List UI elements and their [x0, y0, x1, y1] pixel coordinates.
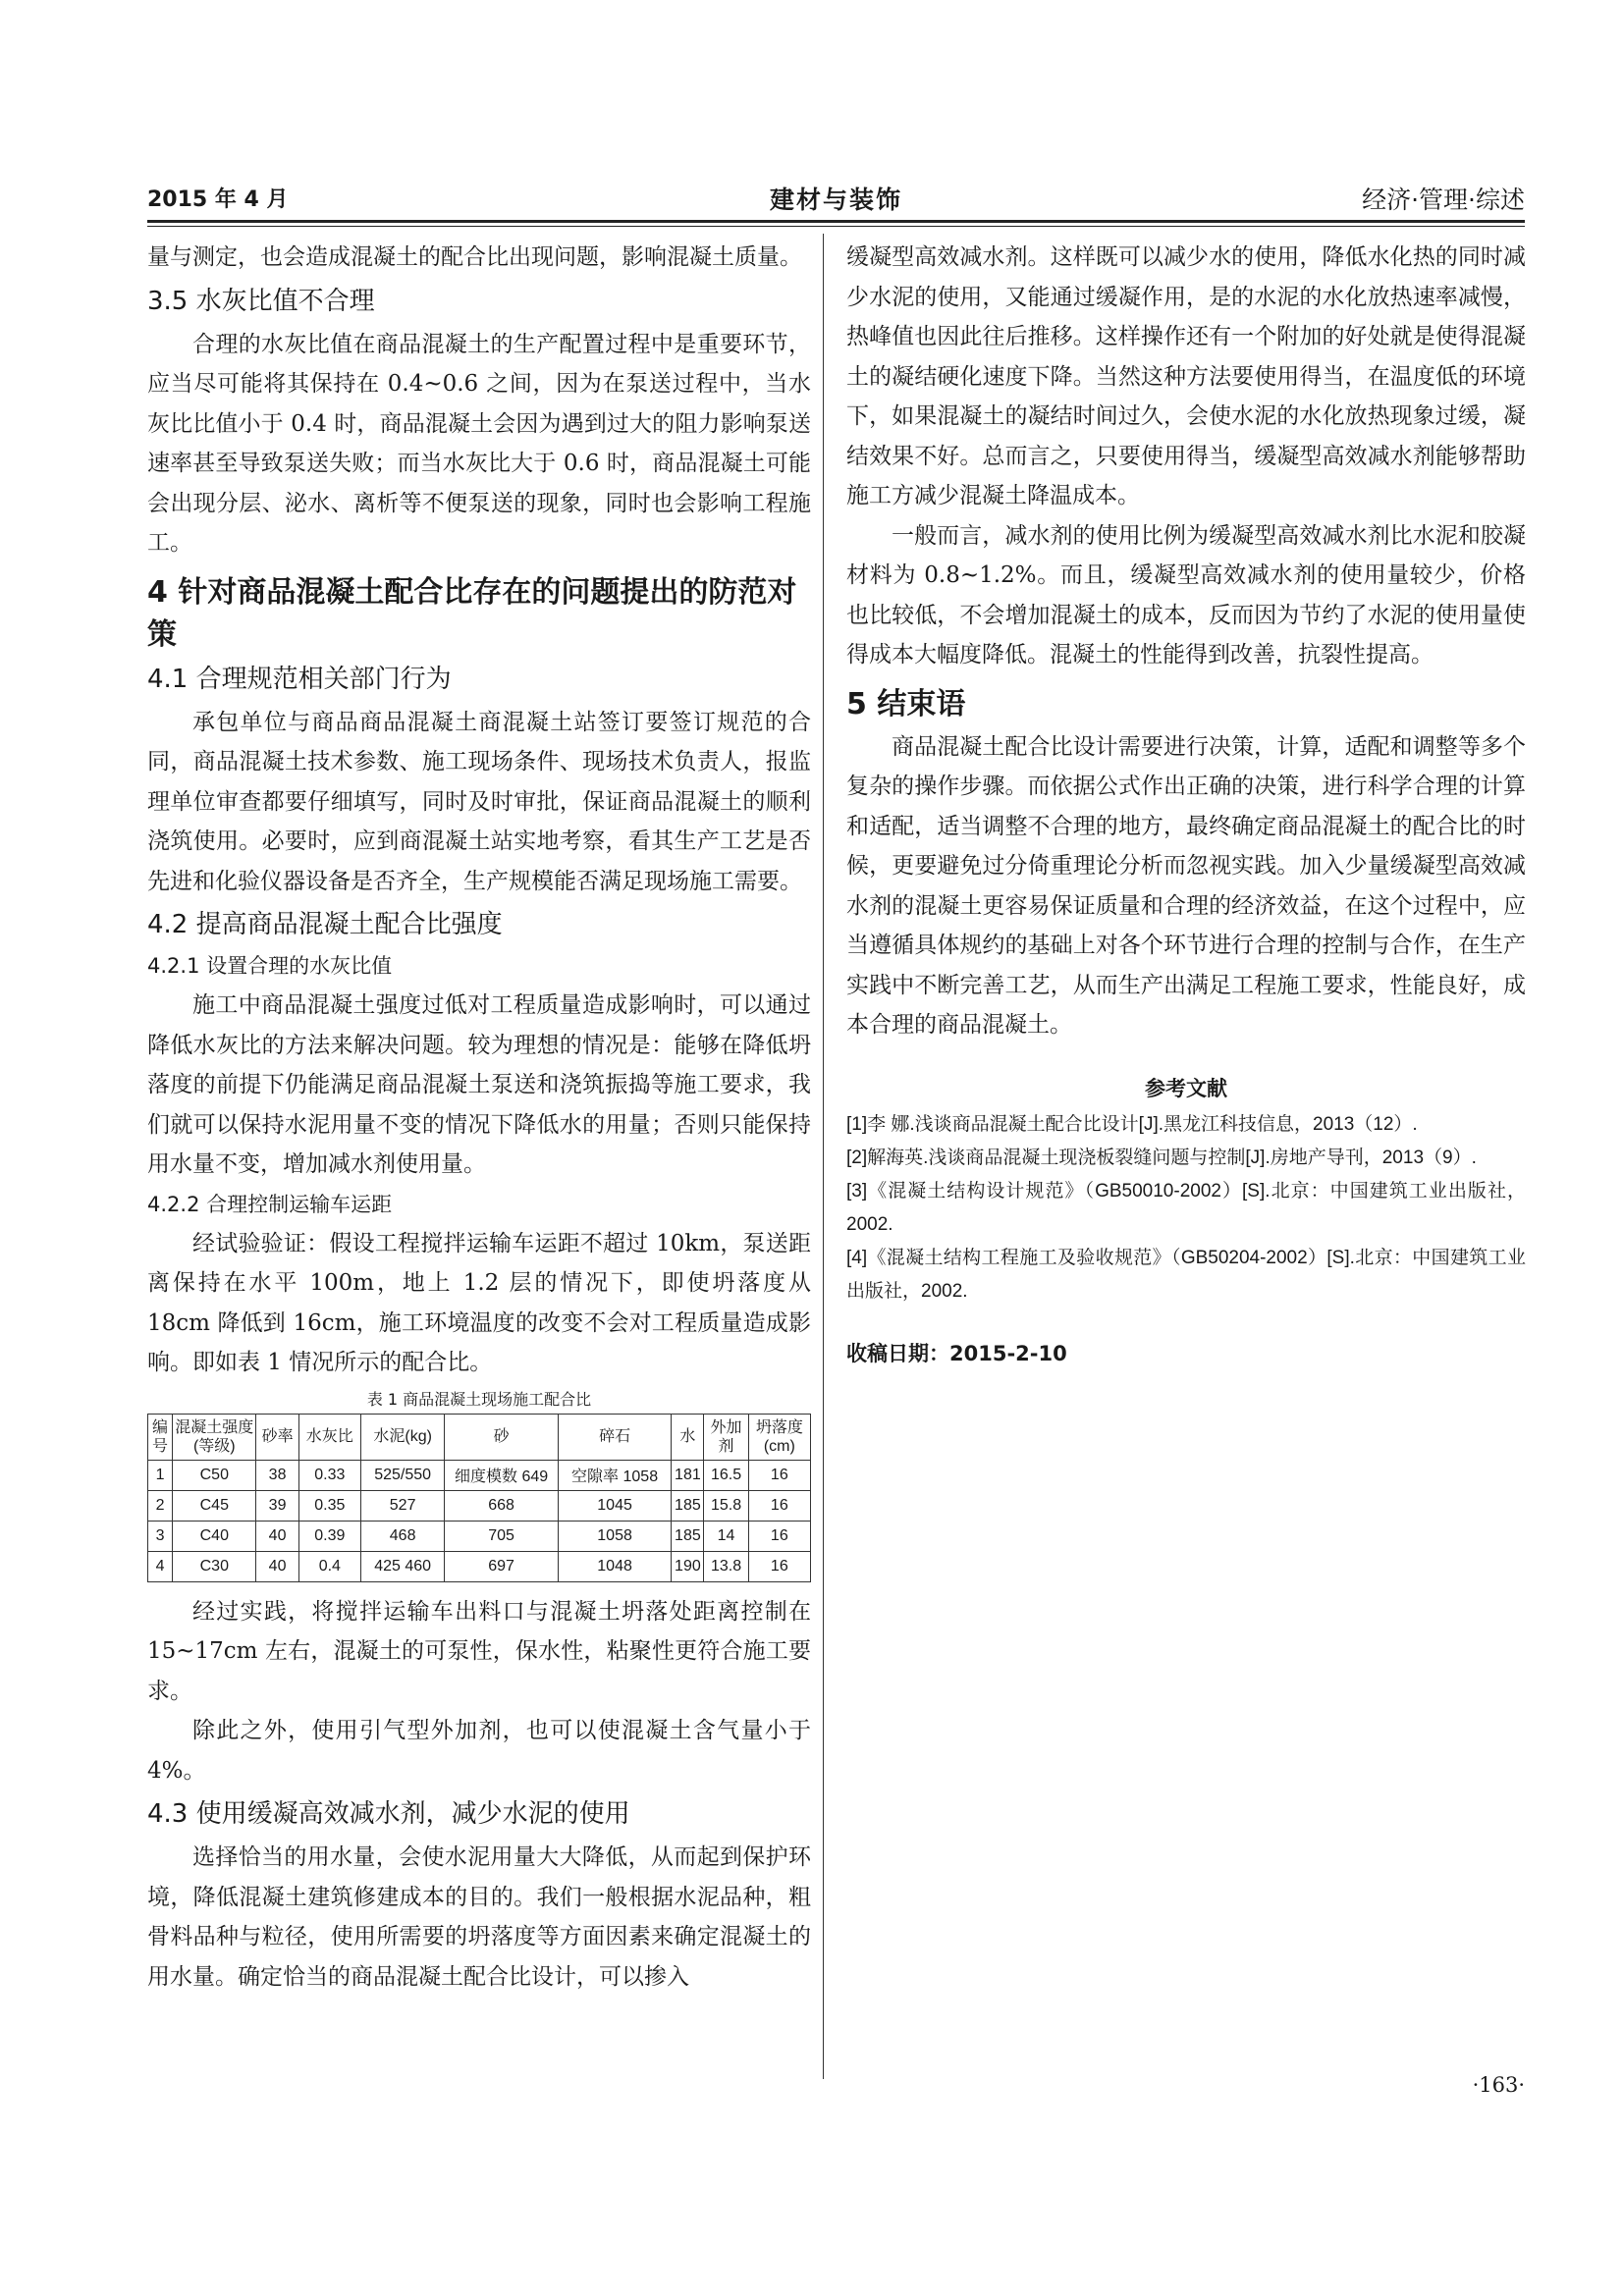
table-cell: 1058 [558, 1521, 672, 1551]
table-cell: 0.4 [298, 1551, 360, 1581]
table-cell: 16.5 [704, 1460, 748, 1490]
table-cell: 4 [148, 1551, 173, 1581]
table-cell: 1048 [558, 1551, 672, 1581]
th-no: 编号 [148, 1414, 173, 1460]
table-cell: 3 [148, 1521, 173, 1551]
table-cell: C45 [173, 1490, 256, 1521]
journal-title: 建材与装饰 [769, 186, 902, 214]
table-cell: 14 [704, 1521, 748, 1551]
table-cell: 0.39 [298, 1521, 360, 1551]
heading-5: 5 结束语 [846, 686, 966, 721]
paragraph-after-table-2: 除此之外，使用引气型外加剂，也可以使混凝土含气量小于 4%。 [147, 1718, 811, 1784]
reference-item: [4]《混凝土结构工程施工及验收规范》（GB50204-2002）[S].北京：中国建筑工业出版社，2002. [846, 1247, 1526, 1302]
paragraph-after-table-1: 经过实践，将搅拌运输车出料口与混凝土坍落处距离控制在 15~17cm 左右，混凝土的可泵性，保水性，粘聚性更符合施工要求。 [147, 1598, 811, 1704]
th-sand-ratio: 砂率 [256, 1414, 298, 1460]
table-cell: 185 [672, 1490, 704, 1521]
header-rule-thick [147, 220, 1525, 223]
table-header-row [148, 1414, 811, 1460]
table-cell: 38 [256, 1460, 298, 1490]
table-cell: 0.35 [298, 1490, 360, 1521]
mix-ratio-table [147, 1414, 811, 1582]
reference-item: [1]李 娜.浅谈商品混凝土配合比设计[J].黑龙江科技信息，2013（12）. [846, 1113, 1418, 1135]
table-cell: 13.8 [704, 1551, 748, 1581]
header-date: 2015 年 4 月 [147, 187, 289, 212]
table-cell: 15.8 [704, 1490, 748, 1521]
heading-4: 4 针对商品混凝土配合比存在的问题提出的防范对策 [147, 574, 797, 652]
column-divider [823, 234, 824, 2079]
table-caption: 表 1 商品混凝土现场施工配合比 [366, 1389, 592, 1409]
table-cell: 705 [445, 1521, 559, 1551]
heading-4-1: 4.1 合理规范相关部门行为 [147, 664, 452, 694]
table-cell: 525/550 [360, 1460, 444, 1490]
table-cell: 39 [256, 1490, 298, 1521]
table-cell: 527 [360, 1490, 444, 1521]
right-column [846, 238, 1526, 1367]
table-cell: 16 [748, 1551, 810, 1581]
paragraph-4-2-2: 经试验验证：假设工程搅拌运输车运距不超过 10km，泵送距离保持在水平 100m，地上 1.2 层的情况下，即使坍落度从 18cm 降低到 16cm，施工环境温度的改变不会对工程质量造成影响。即如表 1 情况所示的配合比。 [147, 1230, 811, 1375]
table-cell: 2 [148, 1490, 173, 1521]
table-cell: 16 [748, 1460, 810, 1490]
table-cell: C40 [173, 1521, 256, 1551]
th-sand: 砂 [445, 1414, 559, 1460]
table-cell: C50 [173, 1460, 256, 1490]
table-cell: 40 [256, 1521, 298, 1551]
th-cement: 水泥(kg) [360, 1414, 444, 1460]
table-cell: 185 [672, 1521, 704, 1551]
paragraph-continued-right: 缓凝型高效减水剂。这样既可以减少水的使用，降低水化热的同时减少水泥的使用，又能通过缓凝作用，是的水泥的水化放热速率减慢，热峰值也因此往后推移。这样操作还有一个附加的好处就是使得混凝土的凝结硬化速度下降。当然这种方法要使用得当，在温度低的环境下，如果混凝土的凝结时间过久，会使水泥的水化放热现象过缓，凝结效果不好。总而言之，只要使用得当，缓凝型高效减水剂能够帮助施工方减少混凝土降温成本。 [846, 244, 1526, 508]
paragraph-4-2-1: 施工中商品混凝土强度过低对工程质量造成影响时，可以通过降低水灰比的方法来解决问题。较为理想的情况是：能够在降低坍落度的前提下仍能满足商品混凝土泵送和浇筑振捣等施工要求，我们就可以保持水泥用量不变的情况下降低水的用量；否则只能保持用水量不变，增加减水剂使用量。 [147, 992, 811, 1177]
heading-4-2: 4.2 提高商品混凝土配合比强度 [147, 910, 503, 939]
th-admixture: 外加剂 [704, 1414, 748, 1460]
paragraph-3-5: 合理的水灰比值在商品混凝土的生产配置过程中是重要环节，应当尽可能将其保持在 0.4~0.6 之间，因为在泵送过程中，当水灰比比值小于 0.4 时，商品混凝土会因为遇到过大的阻力影响泵送速率甚至导致泵送失败；而当水灰比大于 0.6 时，商品混凝土可能会出现分层、泌水、离析等不便泵送的现象，同时也会影响工程施工。 [147, 331, 811, 556]
heading-3-5: 3.5 水灰比值不合理 [147, 286, 375, 316]
th-slump: 坍落度(cm) [748, 1414, 810, 1460]
table-cell: 468 [360, 1521, 444, 1551]
page-number: ·163· [1472, 2073, 1525, 2097]
heading-4-2-2: 4.2.2 合理控制运输车运距 [147, 1192, 393, 1216]
table-cell: 190 [672, 1551, 704, 1581]
table-row [148, 1521, 811, 1551]
table-cell: 细度模数 649 [445, 1460, 559, 1490]
paragraph-4-1: 承包单位与商品商品混凝土商混凝土站签订要签订规范的合同，商品混凝土技术参数、施工现场条件、现场技术负责人，报监理单位审查都要仔细填写，同时及时审批，保证商品混凝土的顺利浇筑使用。必要时，应到商混凝土站实地考察，看其生产工艺是否先进和化验仪器设备是否齐全，生产规模能否满足现场施工需要。 [147, 709, 811, 894]
heading-4-3: 4.3 使用缓凝高效减水剂，减少水泥的使用 [147, 1799, 630, 1829]
table-cell: 16 [748, 1490, 810, 1521]
table-cell: 40 [256, 1551, 298, 1581]
paragraph-conclusion: 商品混凝土配合比设计需要进行决策，计算，适配和调整等多个复杂的操作步骤。而依据公式作出正确的决策，进行科学合理的计算和适配，适当调整不合理的地方，最终确定商品混凝土的配合比的时候，更要避免过分倚重理论分析而忽视实践。加入少量缓凝型高效减水剂的混凝土更容易保证质量和合理的经济效益，在这个过程中，应当遵循具体规约的基础上对各个环节进行合理的控制与合作，在生产实践中不断完善工艺，从而生产出满足工程施工要求，性能良好，成本合理的商品混凝土。 [846, 733, 1526, 1038]
table-cell: 空隙率 1058 [558, 1460, 672, 1490]
table-cell: 668 [445, 1490, 559, 1521]
table-cell: 181 [672, 1460, 704, 1490]
th-grade: 混凝土强度(等级) [173, 1414, 256, 1460]
paragraph-dosage: 一般而言，减水剂的使用比例为缓凝型高效减水剂比水泥和胶凝材料为 0.8~1.2%。而且，缓凝型高效减水剂的使用量较少，价格也比较低，不会增加混凝土的成本，反而因为节约了水泥的使用量使得成本大幅度降低。混凝土的性能得到改善，抗裂性提高。 [846, 522, 1526, 667]
th-gravel: 碎石 [558, 1414, 672, 1460]
th-wc-ratio: 水灰比 [298, 1414, 360, 1460]
references-heading: 参考文献 [1145, 1076, 1227, 1100]
table-cell: 0.33 [298, 1460, 360, 1490]
paragraph-4-3: 选择恰当的用水量，会使水泥用量大大降低，从而起到保护环境，降低混凝土建筑修建成本的目的。我们一般根据水泥品种，粗骨料品种与粒径，使用所需要的坍落度等方面因素来确定混凝土的用水量。确定恰当的商品混凝土配合比设计，可以掺入 [147, 1844, 811, 1990]
left-column [147, 238, 811, 1997]
table-cell: 16 [748, 1521, 810, 1551]
th-water: 水 [672, 1414, 704, 1460]
heading-4-2-1: 4.2.1 设置合理的水灰比值 [147, 954, 393, 978]
header-rule-thin [147, 226, 1525, 227]
table-cell: C30 [173, 1551, 256, 1581]
paragraph-continued: 量与测定，也会造成混凝土的配合比出现问题，影响混凝土质量。 [147, 244, 802, 270]
table-row [148, 1490, 811, 1521]
reference-item: [3]《混凝土结构设计规范》（GB50010-2002）[S].北京：中国建筑工业出版社，2002. [846, 1180, 1526, 1235]
received-date: 收稿日期：2015-2-10 [846, 1341, 1067, 1365]
table-cell: 697 [445, 1551, 559, 1581]
table-cell: 1045 [558, 1490, 672, 1521]
header-section: 经济·管理·综述 [1362, 186, 1525, 214]
running-header [147, 183, 1525, 218]
table-cell: 425 460 [360, 1551, 444, 1581]
table-row [148, 1551, 811, 1581]
table-row [148, 1460, 811, 1490]
table-cell: 1 [148, 1460, 173, 1490]
reference-item: [2]解海英.浅谈商品混凝土现浇板裂缝问题与控制[J].房地产导刊，2013（9）. [846, 1147, 1477, 1168]
